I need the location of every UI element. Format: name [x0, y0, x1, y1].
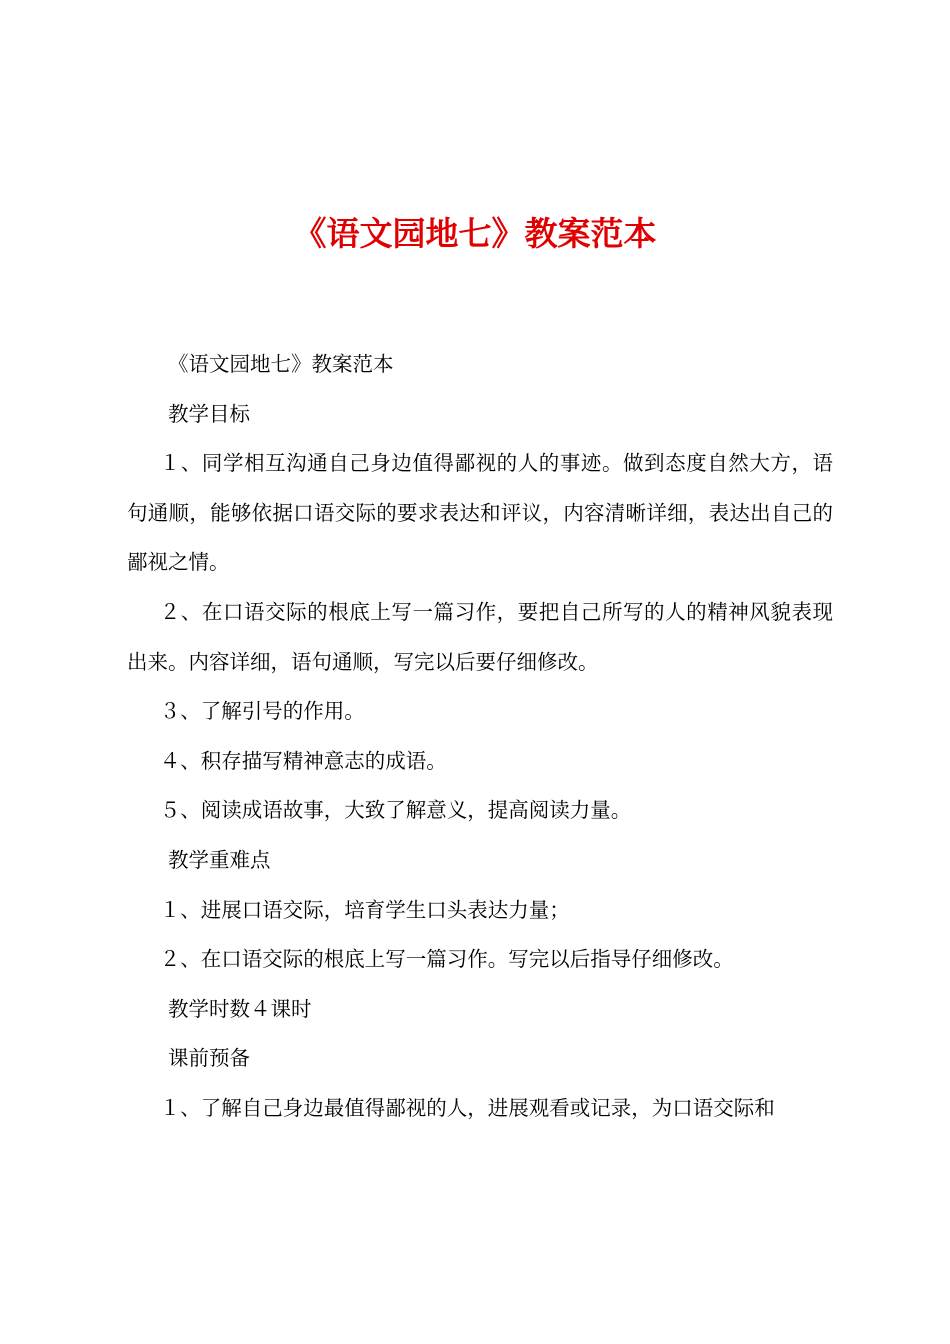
difficulty-item-2: ２、在口语交际的根底上写一篇习作。写完以后指导仔细修改。 — [159, 947, 734, 972]
document-body — [127, 340, 833, 1134]
body-subtitle: 《语文园地七》教案范本 — [168, 352, 394, 376]
heading-teaching-goals: 教学目标 — [168, 401, 250, 426]
goal-item-3: ３、了解引号的作用。 — [159, 699, 365, 724]
preparation-item-1: １、了解自己身边最值得鄙视的人，进展观看或记录，为口语交际和 — [159, 1095, 775, 1120]
goal-item-5: ５、阅读成语故事，大致了解意义，提高阅读力量。 — [159, 798, 632, 823]
heading-preparation: 课前预备 — [168, 1046, 250, 1071]
heading-class-hours: 教学时数４课时 — [168, 996, 312, 1021]
heading-key-difficulties: 教学重难点 — [168, 847, 271, 872]
goal-item-4: ４、积存描写精神意志的成语。 — [159, 748, 447, 773]
difficulty-item-1: １、进展口语交际，培育学生口头表达力量； — [159, 897, 570, 922]
goal-item-1: １、同学相互沟通自己身边值得鄙视的人的事迹。做到态度自然大方，语句通顺，能够依据口语交际的要求表达和评议，内容清晰详细，表达出自己的鄙视之情。 — [127, 451, 833, 575]
document-title: 《语文园地七》教案范本 — [293, 214, 657, 253]
goal-item-2: ２、在口语交际的根底上写一篇习作，要把自己所写的人的精神风貌表现出来。内容详细，语句通顺，写完以后要仔细修改。 — [127, 599, 833, 674]
